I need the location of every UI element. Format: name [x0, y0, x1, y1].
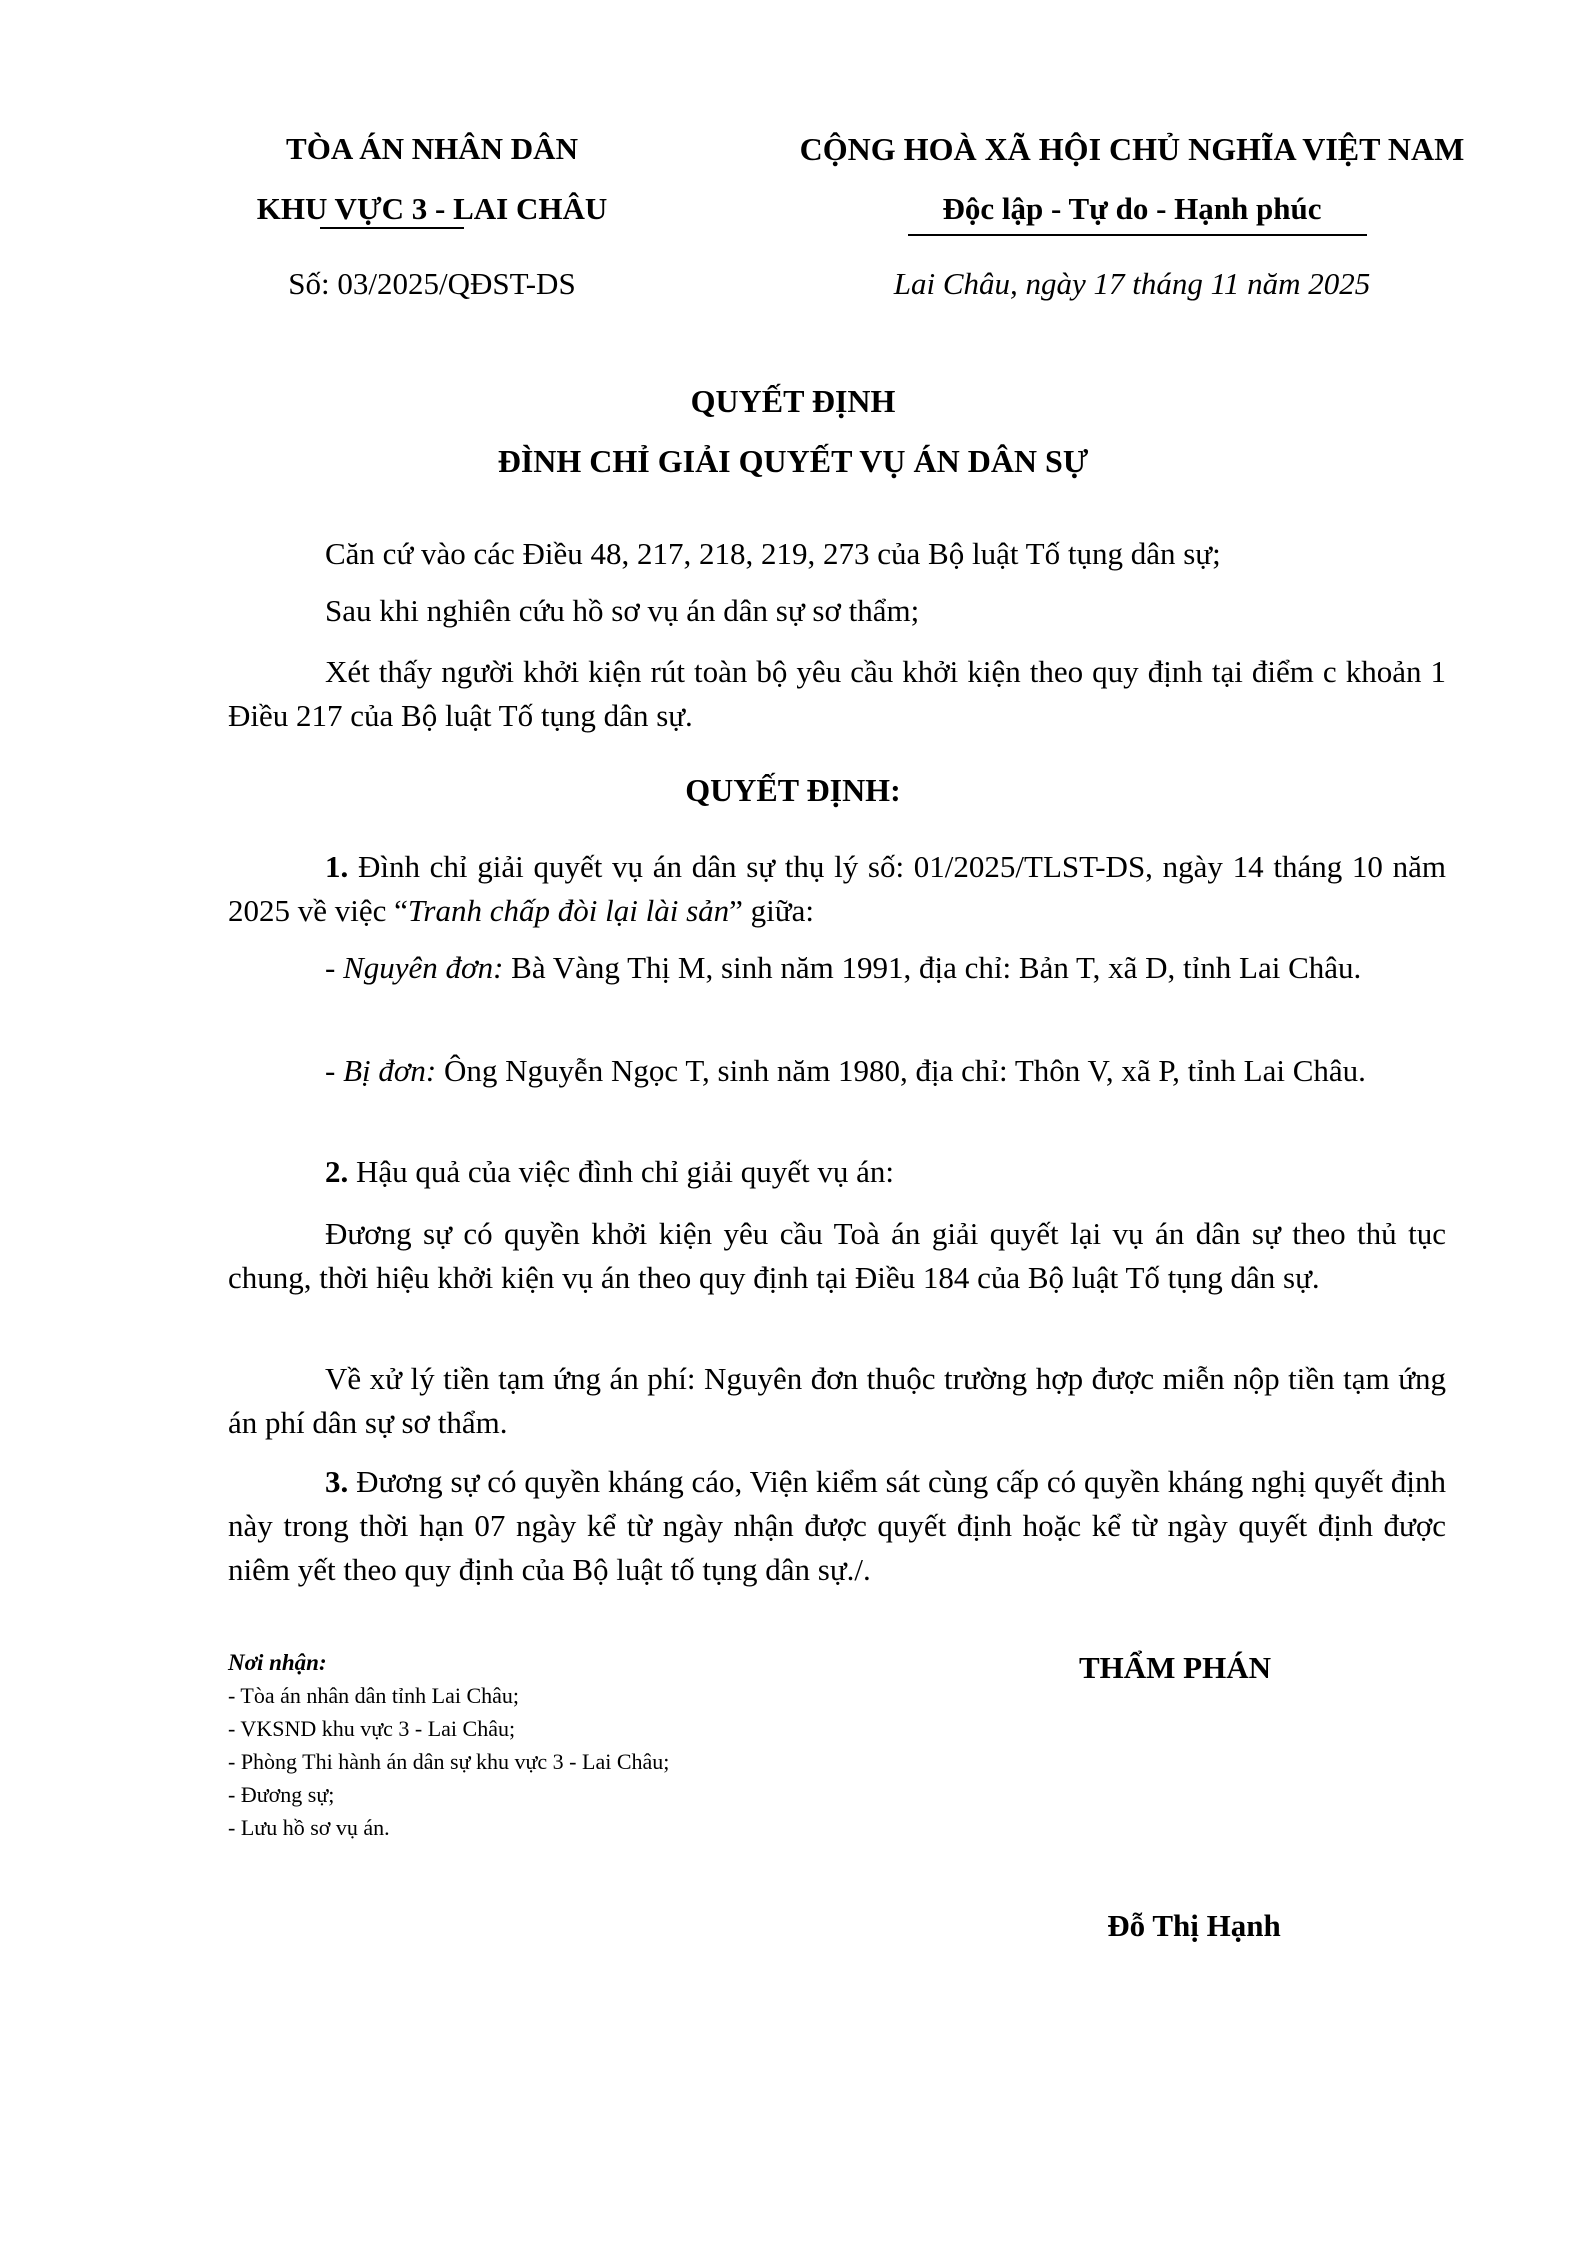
court-name: TÒA ÁN NHÂN DÂN: [286, 131, 578, 166]
document-number: Số: 03/2025/QĐST-DS: [288, 266, 576, 301]
case-name: Tranh chấp đòi lại lài sản: [407, 893, 730, 928]
item-number: 3.: [325, 1464, 349, 1499]
preamble-consideration: Xét thấy người khởi kiện rút toàn bộ yêu cầu khởi kiện theo quy định tại điểm c khoản 1 Điều 217 của Bộ luật Tố tụng dân sự.: [228, 654, 1446, 733]
plaintiff-label: Nguyên đơn:: [343, 950, 504, 985]
recipient-item: - Tòa án nhân dân tỉnh Lai Châu;: [228, 1683, 520, 1708]
recipient-item: - Lưu hồ sơ vụ án.: [228, 1815, 390, 1840]
recipient-item: - Đương sự;: [228, 1782, 335, 1807]
recipient-item: - Phòng Thi hành án dân sự khu vực 3 - Lai Châu;: [228, 1749, 670, 1774]
decision-item-3: 3. Đương sự có quyền kháng cáo, Viện kiểm sát cùng cấp có quyền kháng nghị quyết định này trong thời hạn 07 ngày kể từ ngày nhận được quyết định hoặc kể từ ngày quyết định được niêm yết theo quy định của Bộ luật tố tụng dân sự./.: [228, 1464, 1446, 1587]
place-date: Lai Châu, ngày 17 tháng 11 năm 2025: [893, 266, 1371, 301]
motto-underline: [908, 234, 1367, 236]
preamble-legal-basis: Căn cứ vào các Điều 48, 217, 218, 219, 273 của Bộ luật Tố tụng dân sự;: [325, 536, 1221, 571]
recipient-item: - VKSND khu vực 3 - Lai Châu;: [228, 1716, 516, 1741]
court-underline: [320, 227, 464, 229]
signer-title: THẨM PHÁN: [1078, 1650, 1271, 1685]
court-area: KHU VỰC 3 - LAI CHÂU: [256, 191, 608, 226]
national-motto: Độc lập - Tự do - Hạnh phúc: [942, 191, 1322, 226]
signer-name: Đỗ Thị Hạnh: [1107, 1908, 1281, 1943]
decision-heading: QUYẾT ĐỊNH:: [685, 772, 901, 808]
court-fee-paragraph: Về xử lý tiền tạm ứng án phí: Nguyên đơn thuộc trường hợp được miễn nộp tiền tạm ứng án phí dân sự sơ thẩm.: [228, 1361, 1446, 1440]
country-name: CỘNG HOÀ XÃ HỘI CHỦ NGHĨA VIỆT NAM: [799, 131, 1465, 167]
plaintiff: - Nguyên đơn: Bà Vàng Thị M, sinh năm 1991, địa chỉ: Bản T, xã D, tỉnh Lai Châu.: [325, 950, 1362, 985]
preamble-review: Sau khi nghiên cứu hồ sơ vụ án dân sự sơ thẩm;: [325, 593, 920, 628]
consequence-paragraph: Đương sự có quyền khởi kiện yêu cầu Toà án giải quyết lại vụ án dân sự theo thủ tục chung, thời hiệu khởi kiện vụ án theo quy định tại Điều 184 của Bộ luật Tố tụng dân sự.: [228, 1216, 1446, 1295]
document-title: QUYẾT ĐỊNH: [690, 383, 896, 419]
decision-item-2: 2. Hậu quả của việc đình chỉ giải quyết vụ án:: [325, 1154, 895, 1189]
item-number: 1.: [325, 849, 349, 884]
defendant-label: Bị đơn:: [343, 1053, 437, 1088]
item-number: 2.: [325, 1154, 349, 1189]
defendant: - Bị đơn: Ông Nguyễn Ngọc T, sinh năm 1980, địa chỉ: Thôn V, xã P, tỉnh Lai Châu.: [325, 1053, 1366, 1088]
recipients-label: Nơi nhận:: [228, 1650, 327, 1675]
document-subtitle: ĐÌNH CHỈ GIẢI QUYẾT VỤ ÁN DÂN SỰ: [497, 443, 1089, 479]
decision-item-1: 1. Đình chỉ giải quyết vụ án dân sự thụ lý số: 01/2025/TLST-DS, ngày 14 tháng 10 năm 2025 về việc “Tranh chấp đòi lại lài sản” giữa:: [228, 849, 1446, 928]
